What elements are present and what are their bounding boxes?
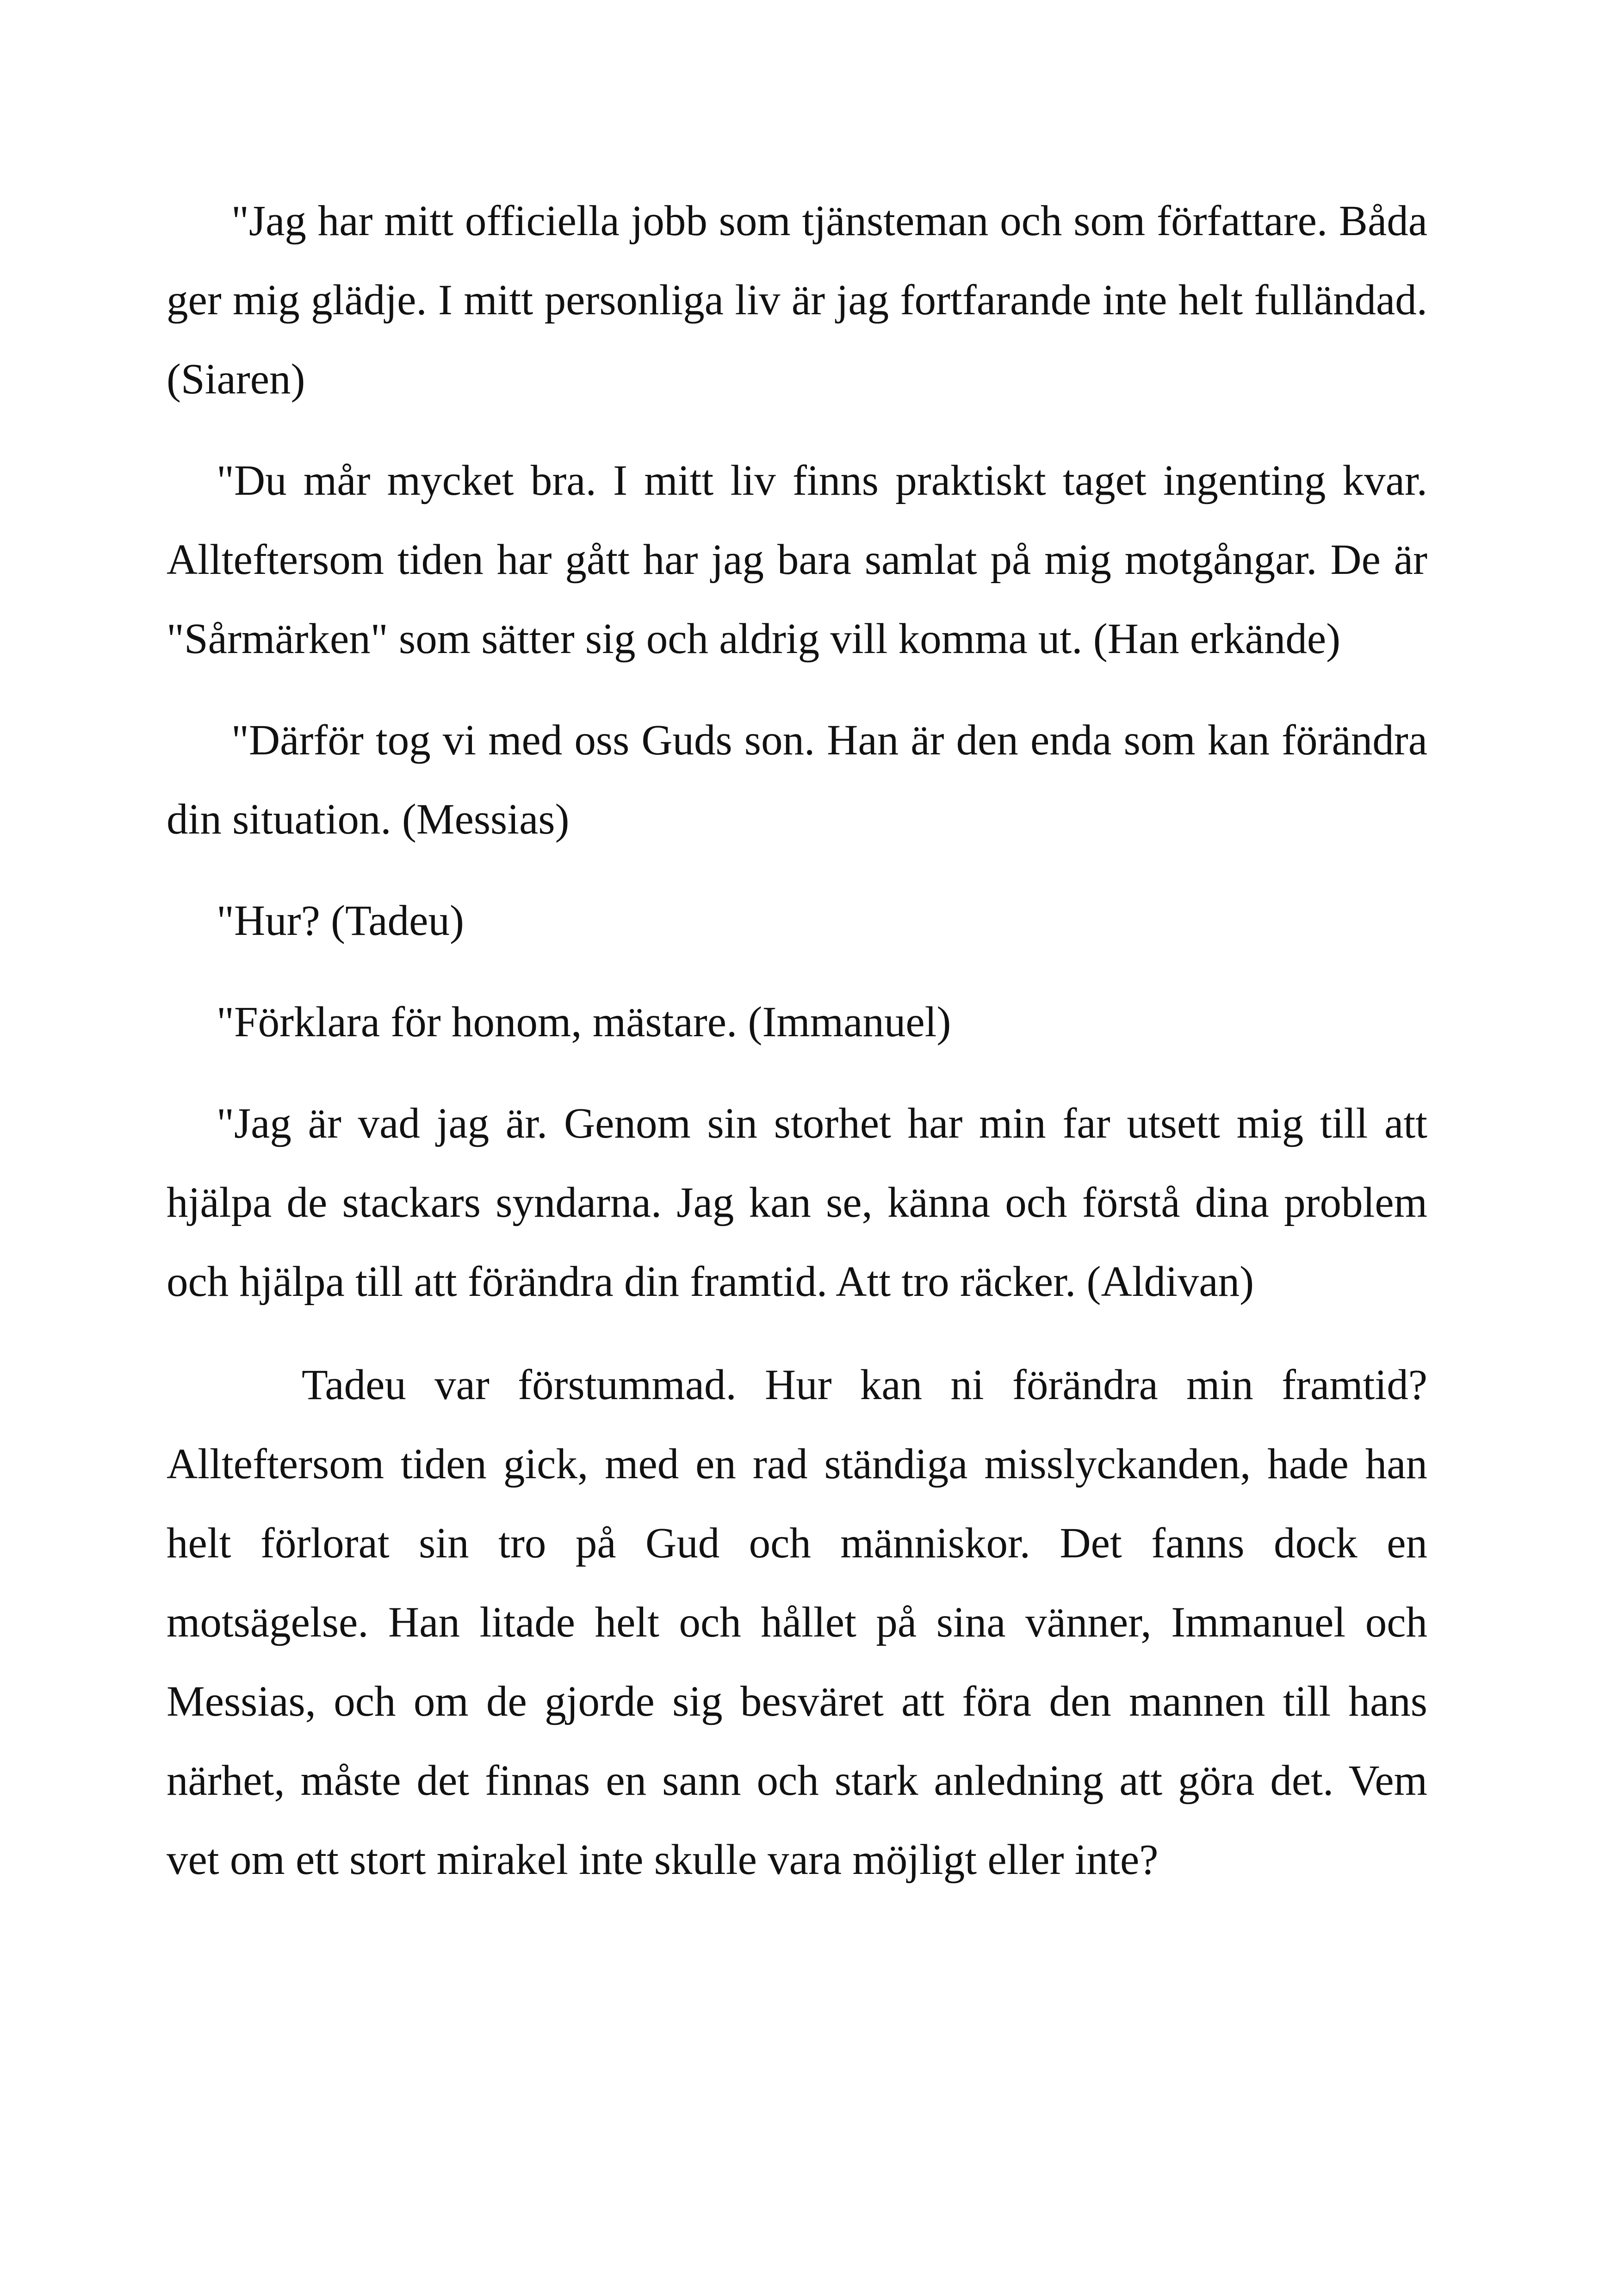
paragraph-messias: "Därför tog vi med oss Guds son. Han är den enda som kan förändra din situation. (Messias)	[167, 716, 1427, 843]
body-text	[167, 181, 1427, 1899]
paragraph-han-erkande: "Du mår mycket bra. I mitt liv finns praktiskt taget ingenting kvar. Allteftersom tiden har gått har jag bara samlat på mig motgångar. De är "Sårmärken" som sätter sig och aldrig vill komma ut. (Han erkände)	[167, 457, 1427, 663]
paragraph-aldivan: "Jag är vad jag är. Genom sin storhet har min far utsett mig till att hjälpa de stackars syndarna. Jag kan se, känna och förstå dina problem och hjälpa till att förändra din framtid. Att tro räcker. (Aldivan)	[167, 1100, 1427, 1306]
paragraph-siaren: "Jag har mitt officiella jobb som tjänsteman och som författare. Båda ger mig glädje. I mitt personliga liv är jag fortfarande inte helt fulländad. (Siaren)	[167, 197, 1427, 403]
paragraph-immanuel: "Förklara för honom, mästare. (Immanuel)	[217, 998, 951, 1046]
paragraph-narration: Tadeu var förstummad. Hur kan ni förändra min framtid? Allteftersom tiden gick, med en rad ständiga misslyckanden, hade han helt förlorat sin tro på Gud och människor. Det fanns dock en motsägelse. Han litade helt och hållet på sina vänner, Immanuel och Messias, och om de gjorde sig besväret att föra den mannen till hans närhet, måste det finnas en sann och stark anledning att göra det. Vem vet om ett stort mirakel inte skulle vara möjligt eller inte?	[167, 1361, 1427, 1884]
paragraph-tadeu: "Hur? (Tadeu)	[217, 897, 464, 945]
